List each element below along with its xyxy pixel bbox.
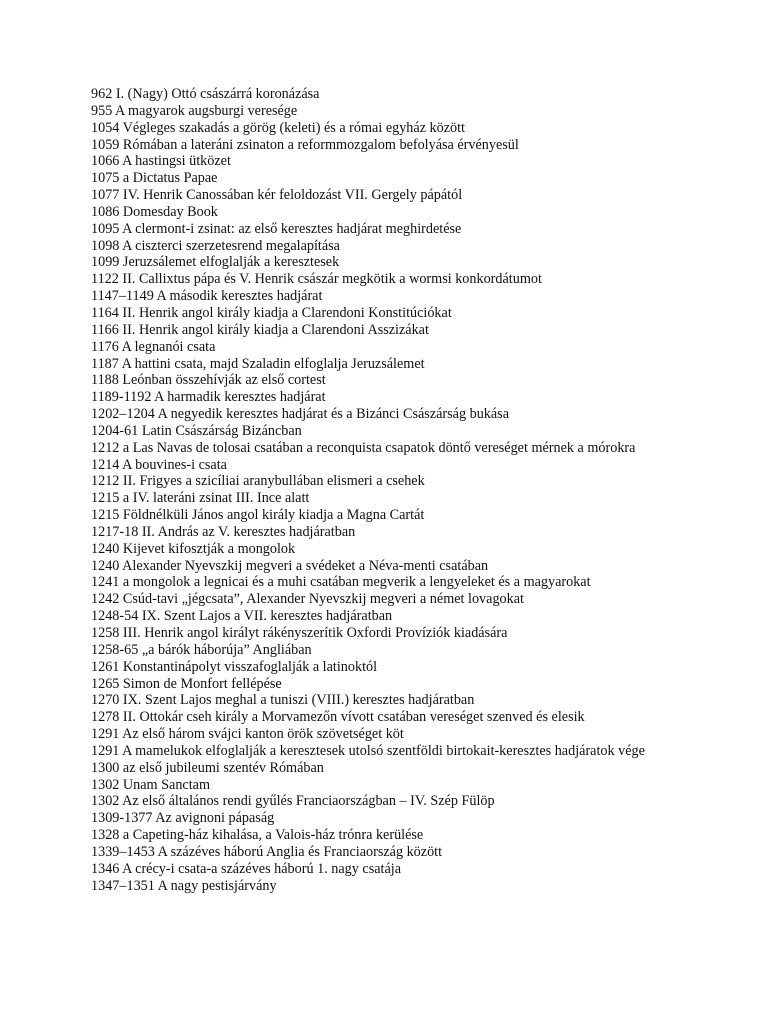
timeline-entry: 1189-1192 A harmadik keresztes hadjárat (91, 389, 326, 406)
timeline-entry: 1187 A hattini csata, majd Szaladin elfoglalja Jeruzsálemet (91, 355, 425, 372)
timeline-entry: 962 I. (Nagy) Ottó császárrá koronázása (91, 86, 320, 102)
timeline-entry: 1241 a mongolok a legnicai és a muhi csatában megverik a lengyeleket és a magyarokat (91, 574, 591, 591)
timeline-entry: 1054 Végleges szakadás a görög (keleti) és a római egyház között (91, 119, 465, 136)
document-page (91, 86, 681, 895)
timeline-entry: 1214 A bouvines-i csata (91, 456, 227, 473)
timeline-entry: 1346 A crécy-i csata-a százéves háború 1. nagy csatája (91, 860, 402, 877)
timeline-entry: 1098 A ciszterci szerzetesrend megalapítása (91, 237, 340, 254)
timeline-entry: 1291 A mamelukok elfoglalják a keresztesek utolsó szentföldi birtokait-keresztes hadjáratok vége (91, 742, 645, 759)
timeline-entry: 1176 A legnanói csata (91, 338, 216, 355)
timeline-entry: 1075 a Dictatus Papae (91, 170, 218, 187)
timeline-entry: 1212 II. Frigyes a szicíliai aranybullában elismeri a csehek (91, 473, 425, 490)
timeline-entry: 1242 Csúd-tavi „jégcsata”, Alexander Nyevszkij megveri a német lovagokat (91, 591, 524, 608)
timeline-entry: 1261 Konstantinápolyt visszafoglalják a latinoktól (91, 658, 378, 675)
timeline-entry: 1302 Unam Sanctam (91, 776, 210, 793)
timeline-entry: 1347–1351 A nagy pestisjárvány (91, 877, 277, 894)
timeline-entry: 1066 A hastingsi ütközet (91, 153, 231, 170)
timeline-entry: 1300 az első jubileumi szentév Rómában (91, 759, 324, 776)
timeline-entry: 1278 II. Ottokár cseh király a Morvamezőn vívott csatában vereséget szenved és elesik (91, 709, 585, 726)
timeline-entry: 1328 a Capeting-ház kihalása, a Valois-ház trónra kerülése (91, 827, 424, 844)
timeline-entry: 1212 a Las Navas de tolosai csatában a reconquista csapatok döntő vereséget mérnek a mórokra (91, 439, 636, 456)
timeline-entry: 1291 Az első három svájci kanton örök szövetséget köt (91, 726, 404, 743)
timeline-entry: 1095 A clermont-i zsinat: az első keresztes hadjárat meghirdetése (91, 220, 462, 237)
timeline-entry: 1215 a IV. lateráni zsinat III. Ince alatt (91, 490, 310, 507)
timeline-entry: 1339–1453 A százéves háború Anglia és Franciaország között (91, 843, 443, 860)
timeline-entry: 1164 II. Henrik angol király kiadja a Clarendoni Konstitúciókat (91, 304, 452, 321)
timeline-entry: 1077 IV. Henrik Canossában kér feloldozást VII. Gergely pápától (91, 187, 463, 204)
timeline-entry: 1204-61 Latin Császárság Bizáncban (91, 422, 302, 439)
timeline-entry: 1147–1149 A második keresztes hadjárat (91, 288, 323, 305)
timeline-entry: 1202–1204 A negyedik keresztes hadjárat és a Bizánci Császárság bukása (91, 406, 510, 423)
timeline-entry: 1240 Kijevet kifosztják a mongolok (91, 540, 296, 557)
timeline-entry: 1258-65 „a bárók háborúja” Angliában (91, 641, 312, 658)
timeline-entry: 1309-1377 Az avignoni pápaság (91, 810, 275, 827)
timeline-entry: 1059 Rómában a lateráni zsinaton a reformmozgalom befolyása érvényesül (91, 136, 519, 153)
timeline-entry: 1099 Jeruzsálemet elfoglalják a keresztesek (91, 254, 340, 271)
timeline-entry: 1248-54 IX. Szent Lajos a VII. keresztes hadjáratban (91, 608, 393, 625)
timeline-entry: 1122 II. Callixtus pápa és V. Henrik császár megkötik a wormsi konkordátumot (91, 271, 542, 288)
timeline-entry: 955 A magyarok augsburgi veresége (91, 102, 298, 119)
timeline-entry: 1188 Leónban összehívják az első cortest (91, 372, 326, 389)
timeline-entry: 1240 Alexander Nyevszkij megveri a svédeket a Néva-menti csatában (91, 557, 489, 574)
timeline-entry: 1302 Az első általános rendi gyűlés Franciaországban – IV. Szép Fülöp (91, 793, 495, 810)
timeline-entry: 1217-18 II. András az V. keresztes hadjáratban (91, 523, 356, 540)
timeline-entry: 1086 Domesday Book (91, 203, 218, 220)
timeline-entry: 1265 Simon de Monfort fellépése (91, 675, 282, 692)
timeline-entry: 1270 IX. Szent Lajos meghal a tuniszi (VIII.) keresztes hadjáratban (91, 692, 475, 709)
timeline-entry: 1166 II. Henrik angol király kiadja a Clarendoni Asszizákat (91, 321, 429, 338)
timeline-entry: 1258 III. Henrik angol királyt rákényszerítik Oxfordi Províziók kiadására (91, 625, 508, 641)
timeline-entry: 1215 Földnélküli János angol király kiadja a Magna Cartát (91, 507, 425, 524)
